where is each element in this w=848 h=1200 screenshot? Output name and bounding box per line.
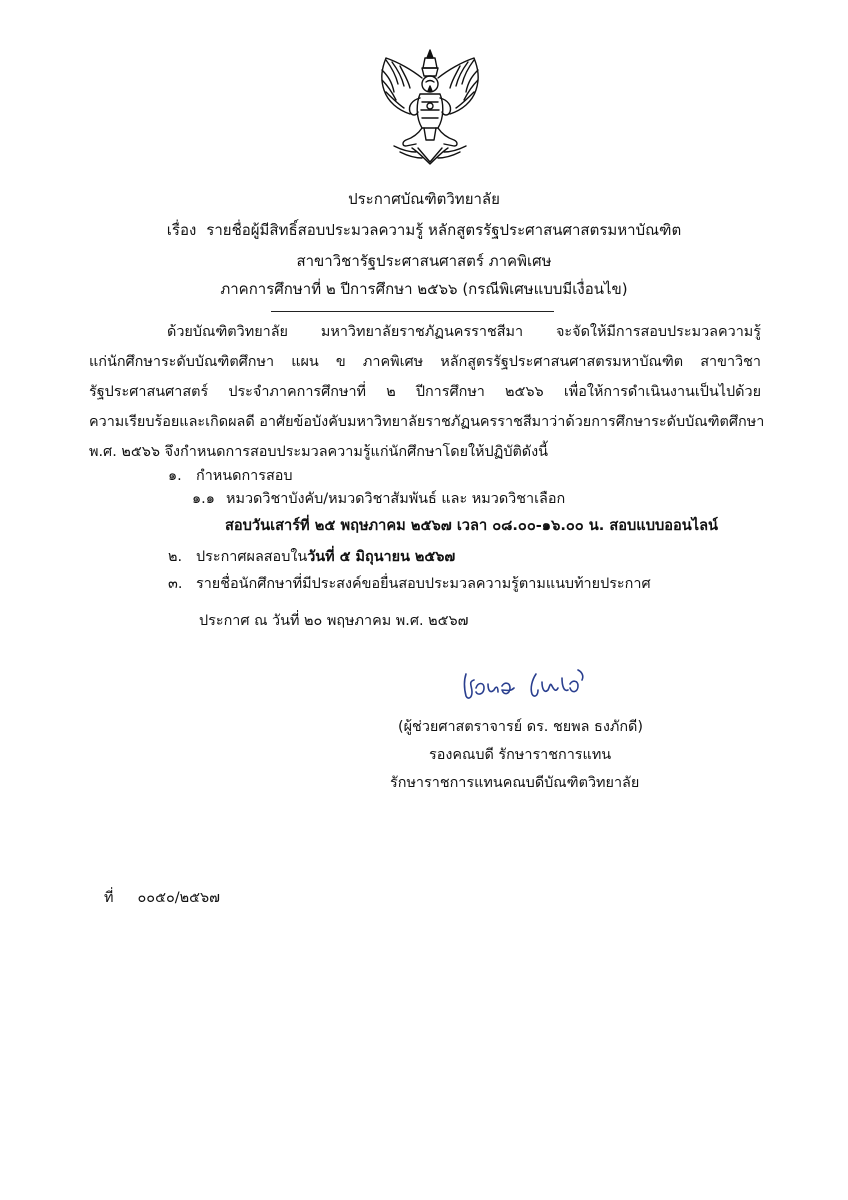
list-item-schedule bbox=[168, 466, 293, 486]
list-item-number: ๒. bbox=[168, 549, 183, 565]
announcement-date: ประกาศ ณ วันที่ ๒๐ พฤษภาคม พ.ศ. ๒๕๖๗ bbox=[199, 613, 469, 629]
reference-number bbox=[104, 888, 220, 908]
list-item-results bbox=[168, 547, 455, 567]
announcement-term: ภาคการศึกษาที่ ๒ ปีการศึกษา ๒๕๖๖ (กรณีพิเศษแบบมีเงื่อนไข) bbox=[220, 280, 628, 298]
body-line-3: รัฐประศาสนศาสตร์ ประจำภาคการศึกษาที่ ๒ ปีการศึกษา ๒๕๖๖ เพื่อให้การดำเนินงานเป็นไปด้วย bbox=[89, 384, 761, 400]
body-line-5: พ.ศ. ๒๕๖๖ จึงกำหนดการสอบประมวลความรู้แก่นักศึกษาโดยให้ปฏิบัติดังนี้ bbox=[89, 444, 549, 460]
results-date: วันที่ ๕ มิถุนายน ๒๕๖๗ bbox=[307, 549, 456, 565]
subject-text: รายชื่อผู้มีสิทธิ์สอบประมวลความรู้ หลักสูตรรัฐประศาสนศาสตรมหาบัณฑิต bbox=[206, 221, 682, 239]
exam-schedule: สอบวันเสาร์ที่ ๒๕ พฤษภาคม ๒๕๖๗ เวลา ๐๘.๐๐-๑๖.๐๐ น. สอบแบบออนไลน์ bbox=[225, 517, 719, 534]
subject-label: เรื่อง bbox=[166, 221, 197, 239]
body-line-2: แก่นักศึกษาระดับบัณฑิตศึกษา แผน ข ภาคพิเศษ หลักสูตรรัฐประศาสนศาสตรมหาบัณฑิต สาขาวิชา bbox=[89, 354, 761, 370]
list-item-subject-groups bbox=[192, 489, 565, 509]
handwritten-signature bbox=[458, 660, 598, 710]
signatory-position: รองคณบดี รักษาราชการแทน bbox=[429, 747, 612, 763]
list-item-text: กำหนดการสอบ bbox=[196, 468, 293, 484]
signatory-name: (ผู้ช่วยศาสตราจารย์ ดร. ชยพล ธงภักดี) bbox=[398, 719, 643, 735]
list-item-text: หมวดวิชาบังคับ/หมวดวิชาสัมพันธ์ และ หมวดวิชาเลือก bbox=[226, 491, 566, 507]
reference-label: ที่ bbox=[104, 890, 114, 906]
reference-value: ๐๐๕๐/๒๕๖๗ bbox=[137, 890, 220, 906]
list-item-number: ๑.๑ bbox=[192, 491, 215, 507]
body-line-4: ความเรียบร้อยและเกิดผลดี อาศัยข้อบังคับมหาวิทยาลัยราชภัฏนครราชสีมาว่าด้วยการศึกษาระดับบัณฑิตศึกษา bbox=[89, 414, 765, 430]
announcement-major: สาขาวิชารัฐประศาสนศาสตร์ ภาคพิเศษ bbox=[296, 252, 552, 270]
list-item-student-list bbox=[168, 574, 651, 594]
announcement-title: ประกาศบัณฑิตวิทยาลัย bbox=[348, 190, 500, 208]
list-item-number: ๓. bbox=[168, 576, 183, 592]
list-item-number: ๑. bbox=[168, 468, 182, 484]
signatory-position-acting: รักษาราชการแทนคณบดีบัณฑิตวิทยาลัย bbox=[390, 775, 640, 791]
garuda-emblem-icon bbox=[372, 48, 488, 166]
announcement-subject bbox=[0, 220, 848, 240]
body-line-1: ด้วยบัณฑิตวิทยาลัย มหาวิทยาลัยราชภัฏนครราชสีมา จะจัดให้มีการสอบประมวลความรู้ bbox=[167, 324, 761, 340]
list-item-text: ประกาศผลสอบใน bbox=[196, 549, 308, 565]
list-item-text: รายชื่อนักศึกษาที่มีประสงค์ขอยื่นสอบประมวลความรู้ตามแนบท้ายประกาศ bbox=[196, 576, 651, 592]
header-divider bbox=[271, 311, 554, 312]
